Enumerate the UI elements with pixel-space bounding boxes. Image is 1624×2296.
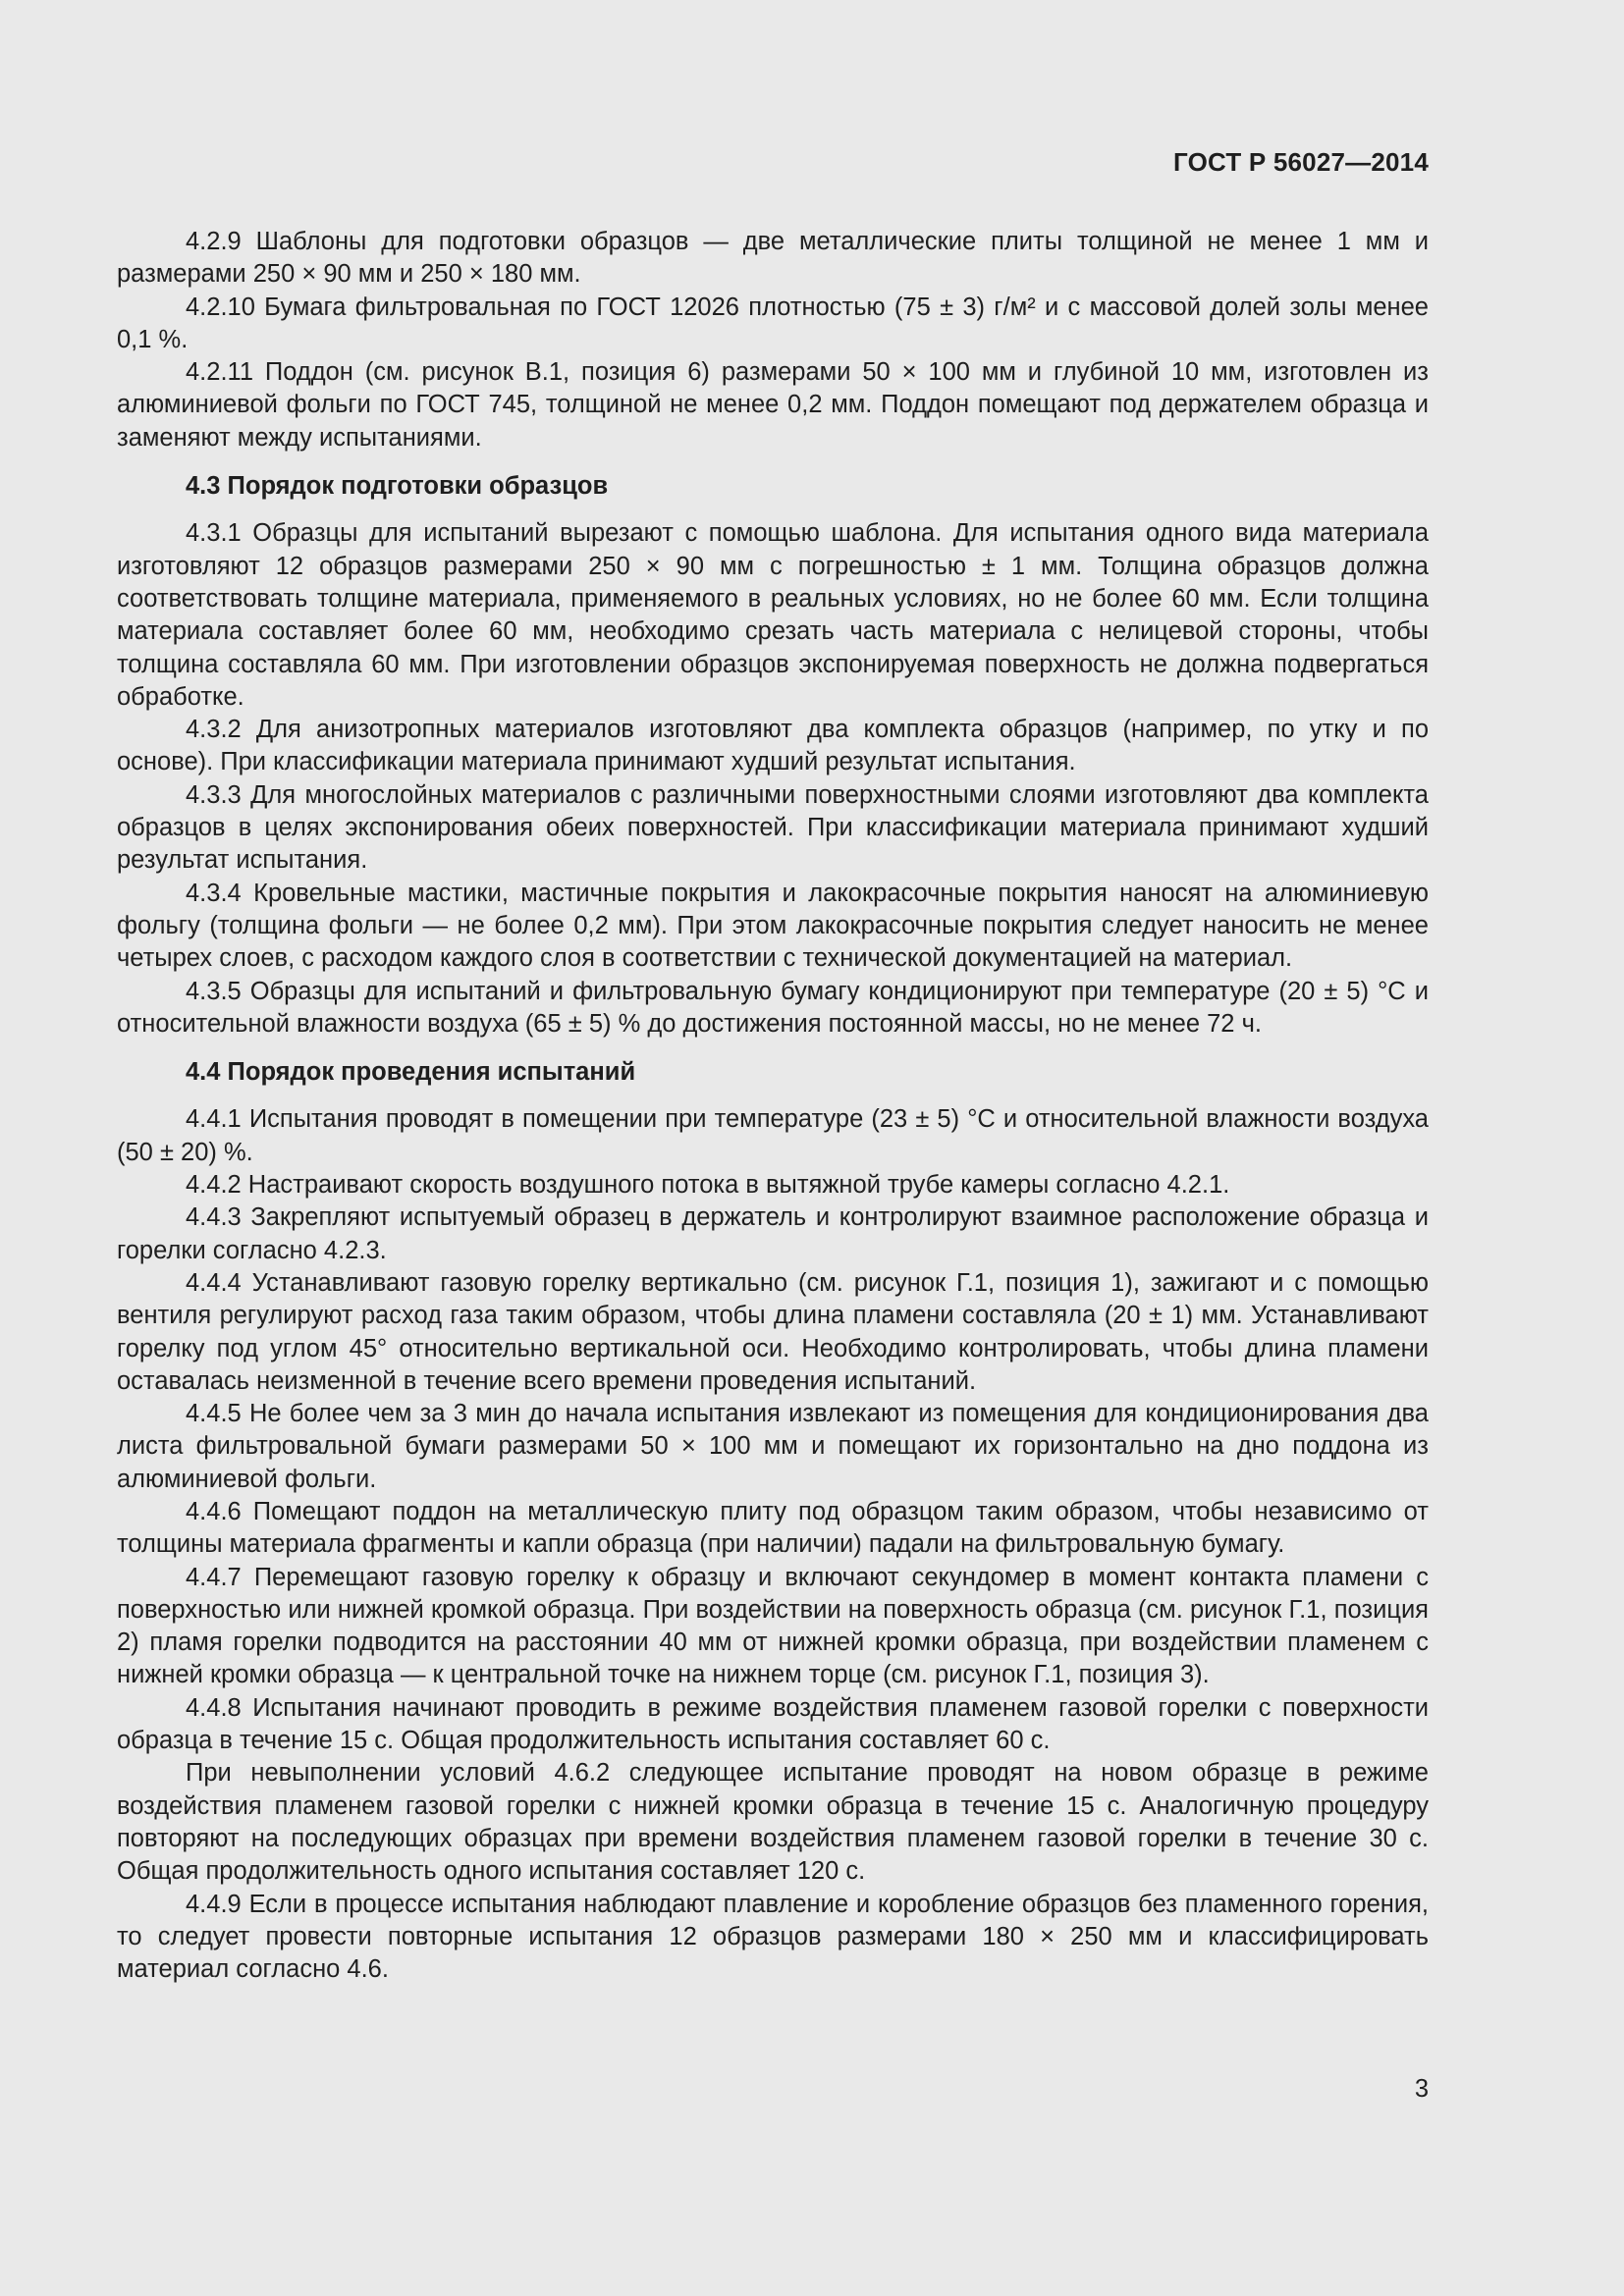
paragraph: 4.3.2 Для анизотропных материалов изготовляют два комплекта образцов (например, по утку и по основе). При классификации материала принимают худший результат испытания. bbox=[117, 716, 1429, 776]
section-heading: 4.4 Порядок проведения испытаний bbox=[186, 1058, 636, 1087]
paragraph: 4.4.6 Помещают поддон на металлическую плиту под образцом таким образом, чтобы независимо от толщины материала фрагменты и капли образца (при наличии) падали на фильтровальную бумагу. bbox=[117, 1497, 1429, 1559]
paragraph: 4.2.11 Поддон (см. рисунок В.1, позиция 6) размерами 50 × 100 мм и глубиной 10 мм, изготовлен из алюминиевой фольги по ГОСТ 745, толщиной не менее 0,2 мм. Поддон помещают под держателем образца и заменяют между испытаниями. bbox=[117, 358, 1429, 452]
paragraph: 4.2.10 Бумага фильтровальная по ГОСТ 12026 плотностью (75 ± 3) г/м² и с массовой долей золы менее 0,1 %. bbox=[117, 293, 1429, 353]
paragraph: 4.3.5 Образцы для испытаний и фильтровальную бумагу кондиционируют при температуре (20 ± 5) °С и относительной влажности воздуха (65 ± 5) % до достижения постоянной массы, но не менее 72 ч. bbox=[117, 977, 1429, 1038]
paragraph: 4.4.9 Если в процессе испытания наблюдают плавление и коробление образцов без пламенного горения, то следует провести повторные испытания 12 образцов размерами 180 × 250 мм и классифицировать материал согласно 4.6. bbox=[117, 1890, 1429, 1984]
paragraph: 4.3.4 Кровельные мастики, мастичные покрытия и лакокрасочные покрытия наносят на алюминиевую фольгу (толщина фольги — не более 0,2 мм). При этом лакокрасочные покрытия следует наносить не менее четырех слоев, с расходом каждого слоя в соответствии с технической документацией на материал. bbox=[117, 879, 1429, 973]
paragraph: 4.3.1 Образцы для испытаний вырезают с помощью шаблона. Для испытания одного вида материала изготовляют 12 образцов размерами 250 × 90 мм с погрешностью ± 1 мм. Толщина образцов должна соответствовать толщине материала, применяемого в реальных условиях, но не более 60 мм. Если толщина материала составляет более 60 мм, необходимо срезать часть материала с нелицевой стороны, чтобы толщина составляла 60 мм. При изготовлении образцов экспонируемая поверхность не должна подвергаться обработке. bbox=[117, 519, 1429, 711]
paragraph: 4.4.5 Не более чем за 3 мин до начала испытания извлекают из помещения для кондиционирования два листа фильтровальной бумаги размерами 50 × 100 мм и помещают их горизонтально на дно поддона из алюминиевой фольги. bbox=[117, 1400, 1429, 1493]
section-heading: 4.3 Порядок подготовки образцов bbox=[186, 472, 609, 501]
document-body bbox=[117, 226, 1429, 1986]
page-number: 3 bbox=[1414, 2075, 1429, 2103]
document-header-id: ГОСТ Р 56027—2014 bbox=[1173, 147, 1429, 177]
paragraph: При невыполнении условий 4.6.2 следующее испытание проводят на новом образце в режиме воздействия пламенем газовой горелки с нижней кромки образца в течение 15 с. Аналогичную процедуру повторяют на последующих образцах при времени воздействия пламенем газовой горелки в течение 30 с. Общая продолжительность одного испытания составляет 120 с. bbox=[117, 1759, 1429, 1886]
paragraph: 4.2.9 Шаблоны для подготовки образцов — две металлические плиты толщиной не менее 1 мм и размерами 250 × 90 мм и 250 × 180 мм. bbox=[117, 228, 1429, 289]
paragraph: 4.4.4 Устанавливают газовую горелку вертикально (см. рисунок Г.1, позиция 1), зажигают и с помощью вентиля регулируют расход газа таким образом, чтобы длина пламени составляла (20 ± 1) мм. Устанавливают горелку под углом 45° относительно вертикальной оси. Необходимо контролировать, чтобы длина пламени оставалась неизменной в течение всего времени проведения испытаний. bbox=[117, 1268, 1429, 1395]
paragraph: 4.4.8 Испытания начинают проводить в режиме воздействия пламенем газовой горелки с поверхности образца в течение 15 с. Общая продолжительность испытания составляет 60 с. bbox=[117, 1693, 1429, 1755]
paragraph: 4.4.1 Испытания проводят в помещении при температуре (23 ± 5) °С и относительной влажности воздуха (50 ± 20) %. bbox=[117, 1105, 1429, 1166]
paragraph: 4.4.7 Перемещают газовую горелку к образцу и включают секундомер в момент контакта пламени с поверхностью или нижней кромкой образца. При воздействии на поверхность образца (см. рисунок Г.1, позиция 2) пламя горелки подводится на расстоянии 40 мм от нижней кромки образца, при воздействии пламенем с нижней кромки образца — к центральной точке на нижнем торце (см. рисунок Г.1, позиция 3). bbox=[117, 1563, 1429, 1689]
paragraph: 4.4.2 Настраивают скорость воздушного потока в вытяжной трубе камеры согласно 4.2.1. bbox=[186, 1171, 1230, 1200]
paragraph: 4.4.3 Закрепляют испытуемый образец в держатель и контролируют взаимное расположение образца и горелки согласно 4.2.3. bbox=[117, 1203, 1429, 1264]
paragraph: 4.3.3 Для многослойных материалов с различными поверхностными слоями изготовляют два комплекта образцов в целях экспонирования обеих поверхностей. При классификации материала принимают худший результат испытания. bbox=[117, 780, 1429, 875]
